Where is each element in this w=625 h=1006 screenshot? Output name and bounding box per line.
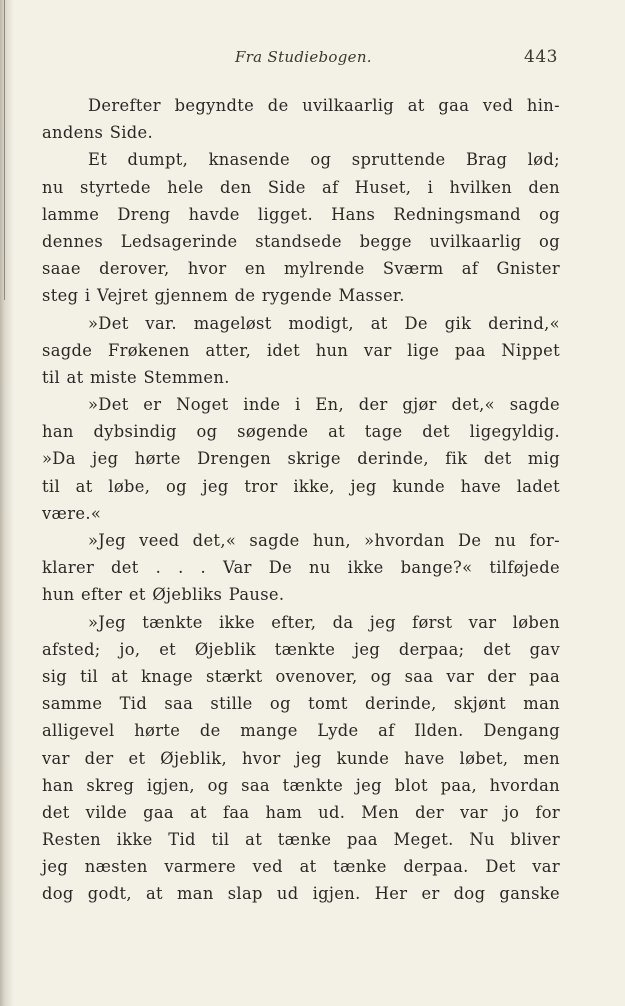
text-line: dennes Ledsagerinde standsede begge uvilkaarlig og xyxy=(42,231,560,251)
text-line: jeg næsten varmere ved at tænke derpaa. Det var xyxy=(42,857,560,877)
text-line: samme Tid saa stille og tomt derinde, skjønt man xyxy=(42,694,560,714)
text-line: »Det var. mageløst modigt, at De gik derind,« xyxy=(88,313,560,333)
text-line: være.« xyxy=(42,503,102,523)
text-line: han skreg igjen, og saa tænkte jeg blot paa, hvordan xyxy=(42,775,560,795)
text-line: lamme Dreng havde ligget. Hans Redningsmand og xyxy=(42,204,560,224)
body-text xyxy=(42,92,560,908)
text-line: han dybsindig og søgende at tage det ligegyldig. xyxy=(42,422,560,442)
text-line: afsted; jo, et Øjeblik tænkte jeg derpaa; det gav xyxy=(42,639,560,659)
text-line: til at løbe, og jeg tror ikke, jeg kunde have ladet xyxy=(42,476,560,496)
text-line: var der et Øjeblik, hvor jeg kunde have løbet, men xyxy=(42,748,560,768)
text-line: nu styrtede hele den Side af Huset, i hvilken den xyxy=(42,177,560,197)
text-line: »Jeg veed det,« sagde hun, »hvordan De nu for- xyxy=(88,531,560,550)
running-title: Fra Studiebogen. xyxy=(235,48,372,66)
text-line: »Jeg tænkte ikke efter, da jeg først var løben xyxy=(88,612,560,632)
text-line: klarer det . . . Var De nu ikke bange?« tilføjede xyxy=(42,558,560,578)
text-line: Resten ikke Tid til at tænke paa Meget. Nu bliver xyxy=(42,830,560,850)
text-line: til at miste Stemmen. xyxy=(42,367,230,387)
page-number: 443 xyxy=(524,47,558,67)
text-line: det vilde gaa at faa ham ud. Men der var jo for xyxy=(42,802,560,822)
text-line: hun efter et Øjebliks Pause. xyxy=(42,585,285,605)
page-gutter-line xyxy=(4,0,5,300)
text-line: alligevel hørte de mange Lyde af Ilden. Dengang xyxy=(42,721,560,741)
page-gutter-shadow xyxy=(0,0,14,1006)
text-line: steg i Vejret gjennem de rygende Masser. xyxy=(42,286,405,306)
text-line: Et dumpt, knasende og spruttende Brag lød; xyxy=(88,150,560,170)
text-line: dog godt, at man slap ud igjen. Her er dog ganske xyxy=(42,884,560,904)
text-line: Derefter begyndte de uvilkaarlig at gaa ved hin- xyxy=(88,96,560,115)
running-header xyxy=(0,48,625,74)
text-line: »Det er Noget inde i En, der gjør det,« sagde xyxy=(88,395,560,415)
text-line: andens Side. xyxy=(42,123,154,143)
text-line: saae derover, hvor en mylrende Sværm af Gnister xyxy=(42,259,560,279)
text-line: »Da jeg hørte Drengen skrige derinde, fik det mig xyxy=(42,449,560,469)
text-line: sig til at knage stærkt ovenover, og saa var der paa xyxy=(42,666,560,686)
text-line: sagde Frøkenen atter, idet hun var lige paa Nippet xyxy=(42,340,560,360)
